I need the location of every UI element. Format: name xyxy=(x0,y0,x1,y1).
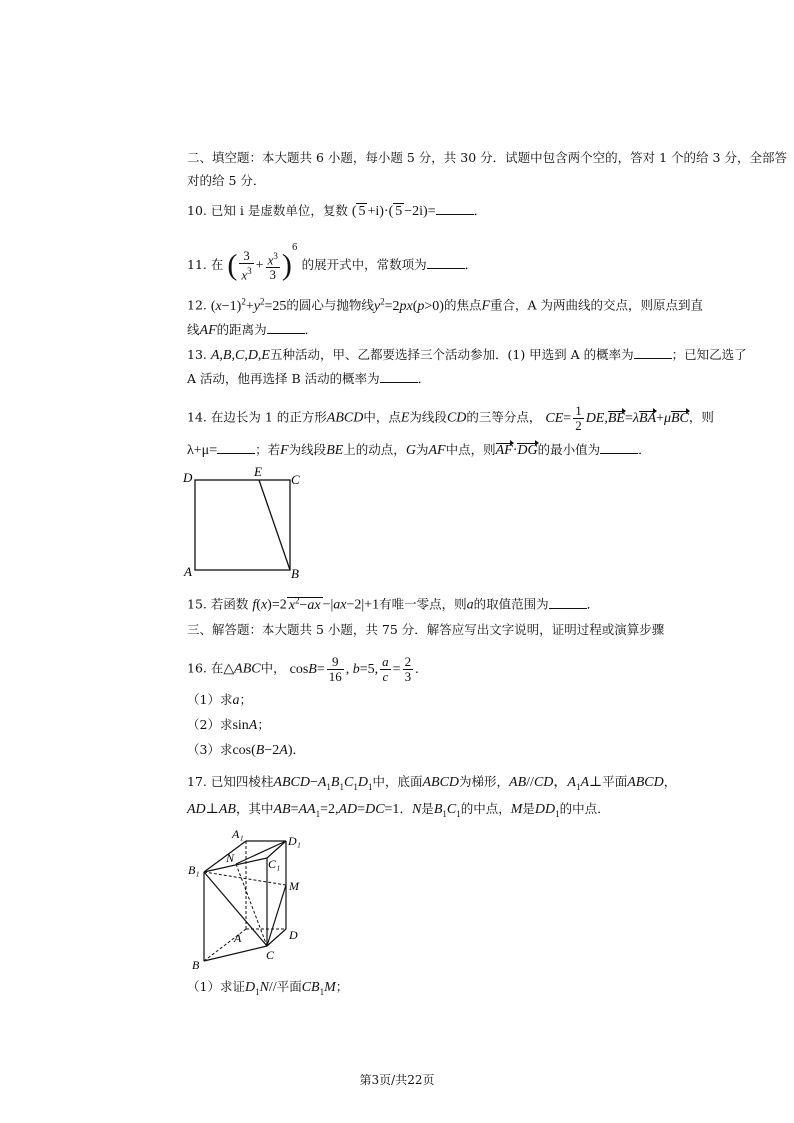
question-text: 中，点 xyxy=(363,409,401,425)
question-17-part-1: （1）求证$D_1N//$平面$CB_1M$； xyxy=(187,979,349,997)
question-text: 在 xyxy=(210,660,224,676)
question-text: 五种活动，甲、乙都要选择三个活动参加．(1) 甲选到 A 的概率为 xyxy=(269,347,634,362)
question-16-part-1: （1）求a； xyxy=(187,692,252,708)
question-14-line2: λ+μ= ；若F为线段BE上的动点，G为AF中点，则AF·DG的最小值为 ． xyxy=(187,442,651,458)
question-14-line1: 14. 在边长为 1 的正方形ABCD中，点E为线段CD的三等分点， CE= $\frac{1}{2}$ DE,BE=λBA+μBC，则 xyxy=(187,403,714,433)
question-number: 15. xyxy=(187,596,207,612)
question-text: 线 xyxy=(187,322,200,337)
question-10: 10. 已知 i 是虚数单位，复数 ( 5 +i)·( 5 −2i)= ． xyxy=(187,203,487,219)
math-expression: $(x-1)^2+y^2=25$ xyxy=(210,296,287,314)
answer-blank xyxy=(634,346,672,359)
label-b1: B₁ xyxy=(188,863,200,877)
label-d: D xyxy=(183,470,193,485)
question-text: 是 xyxy=(421,801,434,816)
question-text: 为线段 xyxy=(288,442,327,457)
label-a: A xyxy=(234,931,242,945)
question-text: 的中点， xyxy=(460,801,511,816)
question-text: 的距离为 xyxy=(216,322,267,337)
question-number: 17. xyxy=(187,774,207,789)
question-16-part-3: （3）求cos(B−2A)． xyxy=(187,742,305,758)
question-text: 是 xyxy=(522,801,535,816)
question-11: 11. 在 ( $\frac{3}{x^3}$ + $\frac{x^3}{3}$ )$^6$ 的展开式中，常数项为 ． xyxy=(187,243,478,283)
label-e: E xyxy=(254,466,262,479)
label-m: M xyxy=(289,879,299,893)
question-13-line2: A 活动，他再选择 B 活动的概率为 ． xyxy=(187,371,431,386)
question-number: 11. xyxy=(187,257,207,273)
label-n: N xyxy=(226,851,235,865)
section-2-intro-line1: 二、填空题：本大题共 6 小题，每小题 5 分，共 30 分．试题中包含两个空的，答对 1 个的给 3 分，全部答 xyxy=(187,150,787,165)
label-b: B xyxy=(192,958,200,972)
question-text: ；若 xyxy=(255,442,281,457)
math-expression: cosB= $\frac{9}{16}$ , b=5, $\frac{a}{c}$ = $\frac{2}{3}$ . xyxy=(289,654,419,684)
question-text: ；已知乙选了 xyxy=(671,347,747,362)
question-text: 平面 xyxy=(602,774,628,789)
square-abcd xyxy=(195,480,290,570)
part-label: （1）求 xyxy=(187,692,233,707)
prism-figure xyxy=(186,824,311,974)
question-text: 在边长为 1 的正方形 xyxy=(210,409,327,425)
question-text: 若函数 xyxy=(210,596,249,612)
question-text: A 活动，他再选择 B 活动的概率为 xyxy=(187,371,380,386)
label-c: C xyxy=(266,948,275,962)
question-text: 在 xyxy=(210,257,224,273)
question-16: 16. 在△ABC中， cosB= $\frac{9}{16}$ , b=5, $\frac{a}{c}$ = $\frac{2}{3}$ . xyxy=(187,654,419,684)
math-expression: CE= $\frac{1}{2}$ DE,BE=λBA+μBC xyxy=(545,403,689,433)
answer-blank xyxy=(217,441,255,454)
question-12-line1: 12. $(x-1)^2+y^2=25$的圆心与抛物线$y^2=2px(p>0)$的焦点F重合，A 为两曲线的交点，则原点到直 xyxy=(187,296,704,314)
question-text: 平面 xyxy=(276,979,302,994)
label-c1: C₁ xyxy=(268,857,281,871)
fraction: $\frac{x^3}{3}$ xyxy=(267,251,278,283)
question-13-line1: 13. A,B,C,D,E五种活动，甲、乙都要选择三个活动参加．(1) 甲选到 A 的概率为 ；已知乙选了 xyxy=(187,347,747,363)
question-text: 中，底面 xyxy=(372,774,423,789)
part-label: （1）求证 xyxy=(187,979,245,994)
question-text: 已知 i 是虚数单位，复数 xyxy=(210,203,348,218)
page-footer: 第3页/共22页 xyxy=(359,1073,435,1087)
question-number: 14. xyxy=(187,409,207,425)
question-text: 为 xyxy=(415,442,429,457)
part-label: （3）求 xyxy=(187,742,233,757)
question-17-line2: AD⊥AB，其中$AB=AA_1=2,AD=DC=1$．N是$B_1C_1$的中点，M是$DD_1$的中点． xyxy=(187,801,610,819)
math-expression: ( 5 +i)·( 5 −2i)= xyxy=(351,204,436,219)
answer-blank xyxy=(600,441,638,454)
label-c: C xyxy=(291,472,300,487)
math-expression: $y^2=2px(p>0)$ xyxy=(373,296,444,314)
answer-blank xyxy=(380,370,418,383)
question-text: 上的动点， xyxy=(343,442,406,457)
math-expression: f(x)=2 $x^2-ax -|ax-2|+1$ xyxy=(252,595,380,613)
square-figure xyxy=(180,466,305,581)
question-number: 12. xyxy=(187,297,207,313)
question-text: ，其中 xyxy=(235,801,274,816)
answer-blank xyxy=(427,256,465,269)
label-a: A xyxy=(184,564,192,579)
question-number: 13. xyxy=(187,347,207,362)
label-b: B xyxy=(291,566,299,581)
section-2-intro-line2: 对的给 5 分． xyxy=(187,173,266,188)
question-text: 已知四棱柱 xyxy=(210,774,274,789)
question-17-line1: 17. 已知四棱柱$ABCD-A_1B_1C_1D_1$中，底面ABCD为梯形，AB//CD，$A_1A\perp$平面ABCD， xyxy=(187,774,677,792)
question-text: 的取值范围为 xyxy=(473,596,549,612)
fraction: $\frac{3}{x^3}$ xyxy=(241,248,252,283)
question-15: 15. 若函数 f(x)=2 $x^2-ax -|ax-2|+1$有唯一零点，则a的取值范围为 ． xyxy=(187,595,600,613)
label-d1: D₁ xyxy=(288,834,301,848)
question-text: 的展开式中，常数项为 xyxy=(301,257,427,273)
answer-blank xyxy=(436,202,474,215)
question-text: 有唯一零点，则 xyxy=(379,596,467,612)
question-text: 中， xyxy=(260,660,286,676)
section-3-intro: 三、解答题：本大题共 5 小题，共 75 分．解答应写出文字说明，证明过程或演算步骤 xyxy=(187,622,665,637)
question-text: 的三等分点， xyxy=(466,409,542,425)
question-text: 为梯形， xyxy=(459,774,510,789)
question-16-part-2: （2）求sinA； xyxy=(187,717,270,733)
label-d: D xyxy=(289,928,298,942)
question-text: 中点，则 xyxy=(445,442,496,457)
question-text: 的焦点 xyxy=(443,297,482,313)
question-text: 重合，A 为两曲线的交点，则原点到直 xyxy=(490,297,704,313)
question-text: 的圆心与抛物线 xyxy=(286,297,374,313)
question-12-line2: 线AF的距离为 ． xyxy=(187,322,318,338)
question-text: 的最小值为 xyxy=(537,442,601,457)
question-text: ，则 xyxy=(688,409,714,425)
answer-blank xyxy=(549,596,587,609)
question-text: 的中点． xyxy=(559,801,610,816)
answer-blank xyxy=(267,321,305,334)
segment-be xyxy=(259,480,290,570)
label-a1: A₁ xyxy=(232,827,244,841)
question-text: 为线段 xyxy=(409,409,447,425)
question-number: 10. xyxy=(187,203,207,218)
question-number: 16. xyxy=(187,660,207,676)
part-label: （2）求 xyxy=(187,717,233,732)
